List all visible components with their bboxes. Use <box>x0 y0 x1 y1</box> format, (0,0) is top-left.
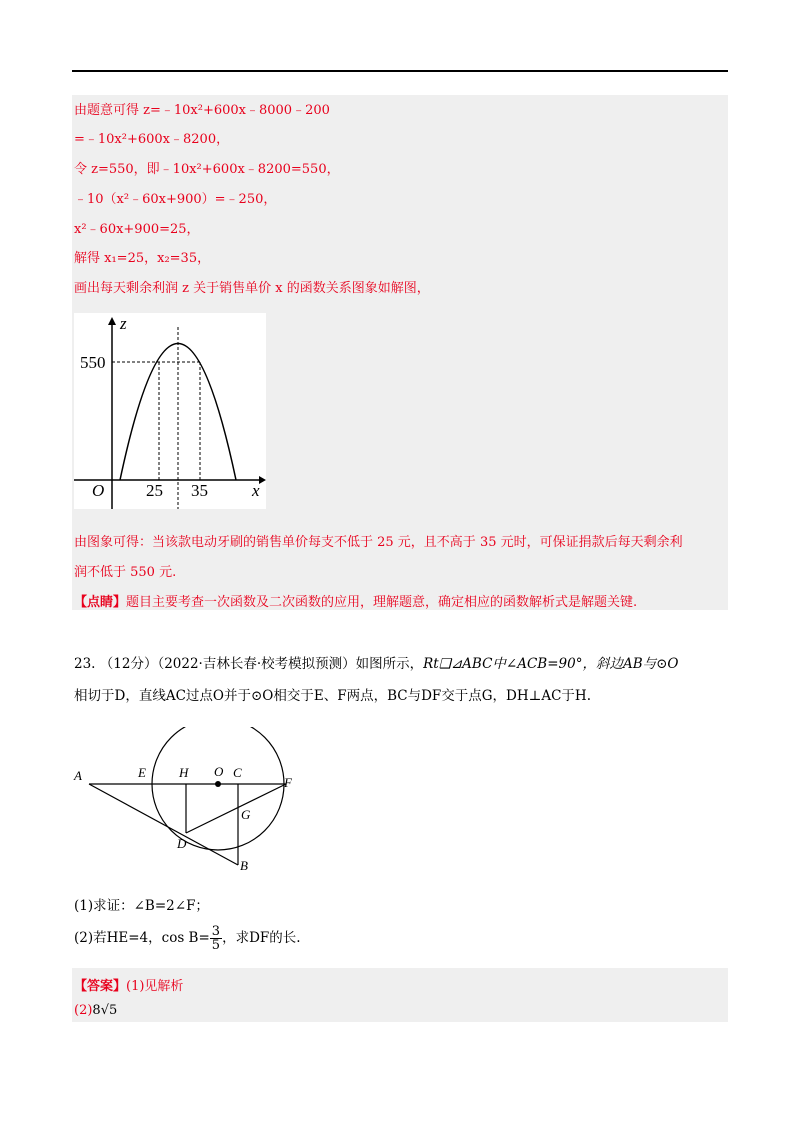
question-line-2: 相切于D，直线AC过点O并于⊙O相交于E、F两点，BC与DF交于点G，DH⊥AC于H. <box>74 688 591 704</box>
question-part-1: (1)求证：∠B=2∠F； <box>74 898 209 914</box>
header-rule <box>72 70 728 72</box>
geometry-svg <box>72 727 304 875</box>
question-part-2 <box>74 925 301 952</box>
question-line-1-rest: Rt❑⊿ABC中∠ACB=90°，斜边AB与⊙O <box>423 656 679 672</box>
label-c: C <box>233 765 242 780</box>
fraction-denominator: 5 <box>211 938 221 953</box>
tick-25: 25 <box>146 481 163 500</box>
fraction-three-fifths <box>210 925 222 952</box>
z-label: z <box>120 314 127 333</box>
answer-2-prefix: (2) <box>74 1003 93 1018</box>
conclusion-line-2: 润不低于 550 元. <box>74 565 177 580</box>
answer-line-2 <box>74 1003 117 1018</box>
line-ab <box>89 784 238 865</box>
solution-line-5: x²﹣60x+900=25， <box>74 222 200 237</box>
part-2-lead: (2)若HE=4，cos B= <box>74 930 210 946</box>
answer-line-1 <box>74 975 183 994</box>
fraction-numerator: 3 <box>211 924 221 939</box>
question-line-1 <box>74 652 679 672</box>
circle-o <box>152 727 284 850</box>
circle-geometry-figure <box>72 727 304 875</box>
tick-550: 550 <box>80 353 106 372</box>
origin-label: O <box>92 481 105 500</box>
label-b: B <box>240 858 248 873</box>
parabola-graph <box>74 313 266 509</box>
label-o: O <box>214 764 224 779</box>
answer-1: (1)见解析 <box>126 979 184 994</box>
label-d: D <box>177 836 187 851</box>
tick-35: 35 <box>191 481 208 500</box>
x-label: x <box>252 481 260 500</box>
solution-line-4: ﹣10（x²﹣60x+900）=﹣250， <box>74 192 277 207</box>
label-e: E <box>138 765 146 780</box>
label-g: G <box>241 807 251 822</box>
tip-line <box>74 591 637 610</box>
z-axis-arrow <box>108 317 116 325</box>
label-a: A <box>74 768 82 783</box>
label-h: H <box>179 765 189 780</box>
tip-text: 题目主要考查一次函数及二次函数的应用，理解题意，确定相应的函数解析式是解题关键. <box>126 595 638 610</box>
line-df <box>186 784 286 833</box>
answer-2-value: 8√5 <box>92 1003 118 1018</box>
part-2-tail: ，求DF的长. <box>222 930 301 946</box>
solution-line-3: 令 z=550，即﹣10x²+600x﹣8200=550， <box>74 162 340 177</box>
conclusion-line-1: 由图象可得：当该款电动牙刷的销售单价每支不低于 25 元，且不高于 35 元时，可保证捐款后每天剩余利 <box>74 535 683 550</box>
center-o-dot <box>215 781 221 787</box>
solution-line-2: =﹣10x²+600x﹣8200， <box>74 132 230 147</box>
label-f: F <box>284 775 292 790</box>
solution-line-6: 解得 x₁=25，x₂=35， <box>74 251 211 266</box>
tip-label: 【点睛】 <box>74 595 127 610</box>
parabola-graph-svg <box>74 313 266 509</box>
answer-label: 【答案】 <box>74 979 127 994</box>
solution-line-1: 由题意可得 z=﹣10x²+600x﹣8000﹣200 <box>74 103 330 118</box>
question-number: 23. （12分）（2022·吉林长春·校考模拟预测）如图所示， <box>74 656 424 672</box>
solution-line-7: 画出每天剩余利润 z 关于销售单价 x 的函数关系图象如解图， <box>74 281 430 296</box>
x-axis-arrow <box>259 476 266 484</box>
